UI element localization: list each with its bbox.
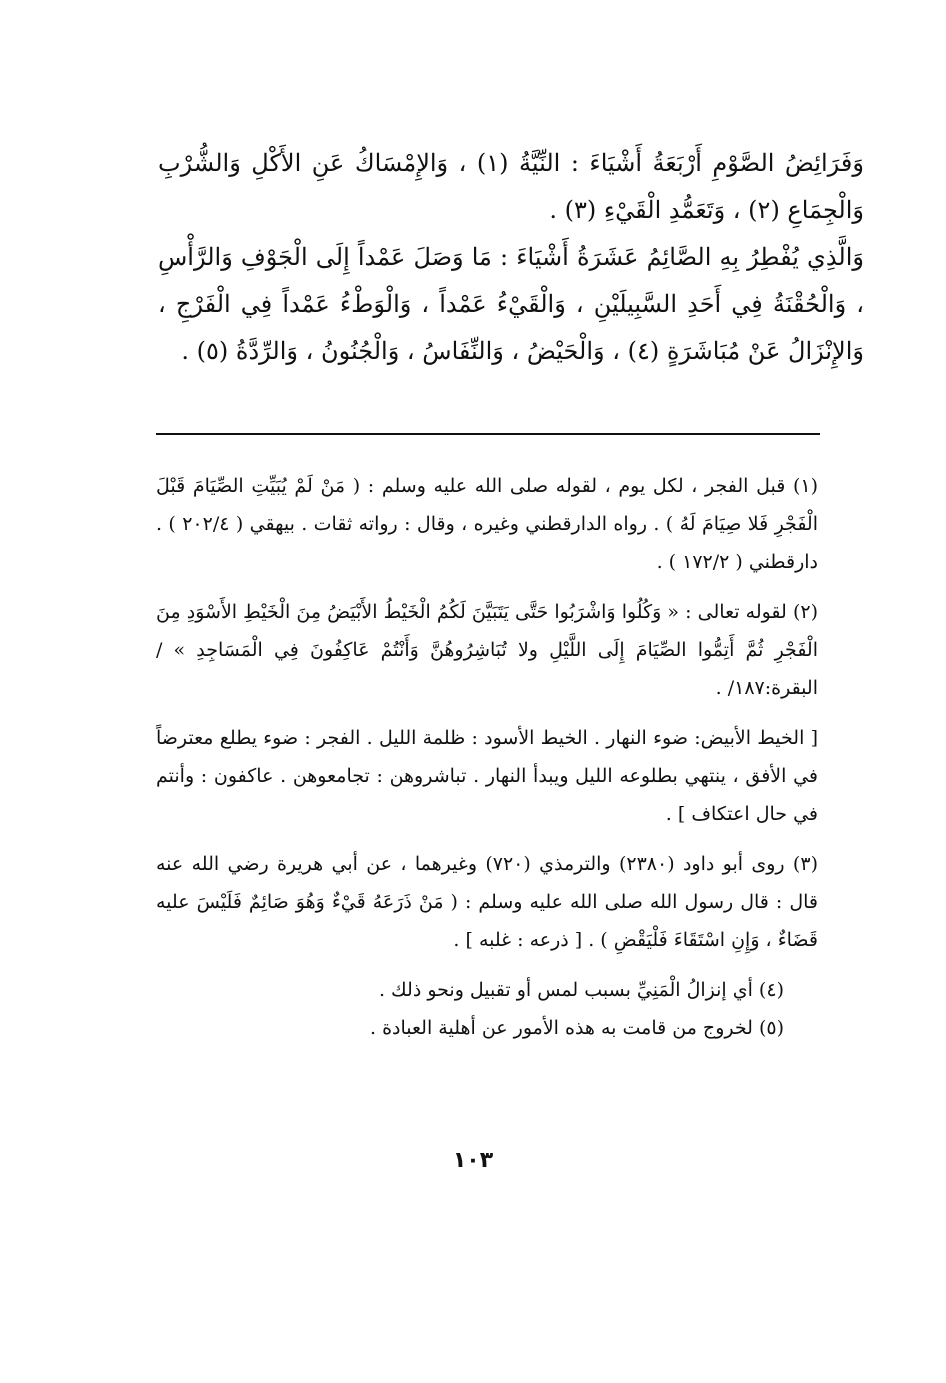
footnote-4: (٤) أي إنزالُ الْمَنِيِّ بسبب لمس أو تقبيل ونحو ذلك . [378, 979, 784, 1001]
footnote-3: (٣) روى أبو داود (٢٣٨٠) والترمذي (٧٢٠) وغيرهما ، عن أبي هريرة رضي الله عنه قال : قال رسول الله صلى الله عليه وسلم : ( مَنْ ذَرَعَهُ قَيْءٌ وَهُوَ صَائِمٌ فَلَيْسَ عليه قَضَاءٌ ، وَإِنِ اسْتَقَاءَ فَلْيَقْضِ ) . [ ذرعه : غلبه ] . [156, 853, 818, 951]
footnote-5: (٥) لخروج من قامت به هذه الأمور عن أهلية العبادة . [370, 1017, 784, 1039]
footnote-2: (٢) لقوله تعالى : « وَكُلُوا وَاشْرَبُوا حَتَّى يَتَبَيَّنَ لَكُمُ الْخَيْطُ الأَبْيَضُ مِنَ الْخَيْطِ الأَسْوَدِ مِنَ الْفَجْرِ ثُمَّ أَتِمُّوا الصِّيَامَ إِلَى اللَّيْلِ ولا تُبَاشِرُوهُنَّ وَأَنْتُمْ عَاكِفُونَ فِي الْمَسَاجِدِ » / البقرة:١٨٧/ . [156, 601, 818, 699]
footnote-divider [156, 433, 820, 435]
footnotes [156, 467, 818, 1047]
main-paragraph-1: وَفَرَائِضُ الصَّوْمِ أَرْبَعَةُ أَشْيَاءَ : النِّيَّةُ (١) ، وَالإِمْسَاكُ عَنِ الأَكْلِ وَالشُّرْبِ وَالْجِمَاعِ (٢) ، وَتَعَمُّدِ الْقَيْءِ (٣) . [158, 149, 864, 224]
footnote-2-gloss: [ الخيط الأبيض: ضوء النهار . الخيط الأسود : ظلمة الليل . الفجر : ضوء يطلع معترضاً في الأفق ، ينتهي بطلوعه الليل ويبدأ النهار . تباشروهن : تجامعوهن . عاكفون : وأنتم في حال اعتكاف ] . [156, 727, 818, 825]
main-paragraph-2: وَالَّذِي يُفْطِرُ بِهِ الصَّائِمُ عَشَرَةُ أَشْيَاءَ : مَا وَصَلَ عَمْداً إِلَى الْجَوْفِ وَالرَّأْسِ ، وَالْحُقْنَةُ فِي أَحَدِ السَّبِيلَيْنِ ، وَالْقَيْءُ عَمْداً ، وَالْوَطْءُ عَمْداً فِي الْفَرْجِ ، وَالإِنْزَالُ عَنْ مُبَاشَرَةٍ (٤) ، وَالْحَيْضُ ، وَالنِّفَاسُ ، وَالْجُنُونُ ، وَالرِّدَّةُ (٥) . [158, 243, 864, 365]
footnote-1: (١) قبل الفجر ، لكل يوم ، لقوله صلى الله عليه وسلم : ( مَنْ لَمْ يُبَيِّتِ الصِّيَامَ قَبْلَ الْفَجْرِ فَلا صِيَامَ لَهُ ) . رواه الدارقطني وغيره ، وقال : رواته ثقات . بيهقي ( ٢٠٢/٤ ) . دارقطني ( ١٧٢/٢ ) . [156, 475, 818, 573]
main-text [158, 140, 864, 375]
page-number: ١٠٣ [452, 1148, 494, 1173]
